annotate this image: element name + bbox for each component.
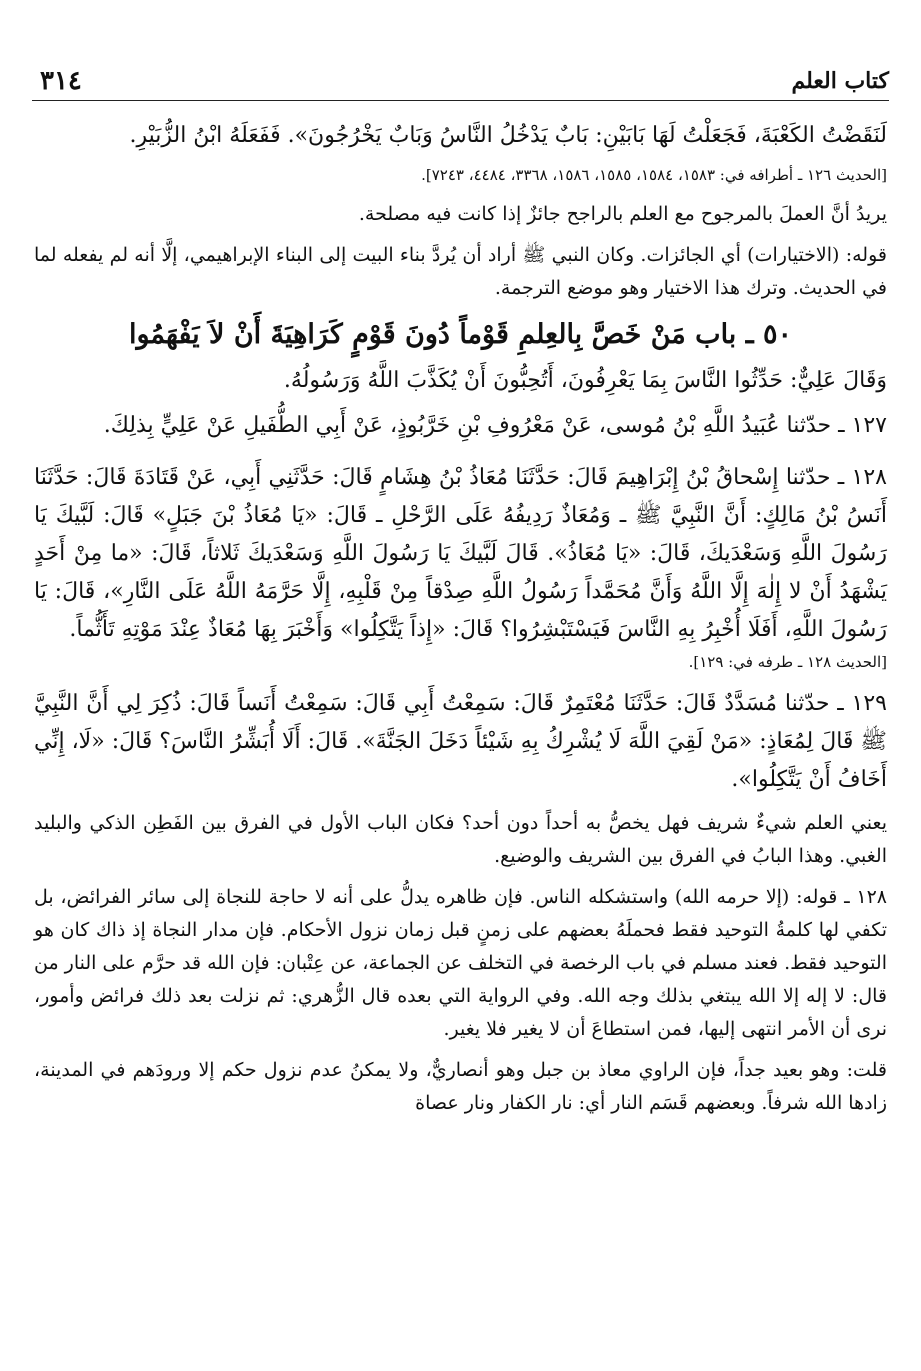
commentary-paragraph: يريدُ أنَّ العملَ بالمرجوح مع العلم بالراجح جائزٌ إذا كانت فيه مصلحة. xyxy=(358,203,887,225)
chapter-title: ٥٠ ـ باب مَنْ خَصَّ بِالعِلمِ قَوْماً دُونَ قَوْمٍ كَرَاهِيَةَ أَنْ لاَ يَفْهَمُوا xyxy=(128,319,793,350)
hadith-reference: [الحديث ١٢٨ ـ طرفه في: ١٢٩]. xyxy=(688,653,887,671)
page-header xyxy=(32,60,889,101)
ali-quote: وَقَالَ عَلِيٌّ: حَدِّثُوا النَّاسَ بِمَا يَعْرِفُونَ، أَتُحِبُّونَ أَنْ يُكَذَّبَ اللَّهُ وَرَسُولُهُ. xyxy=(283,368,887,393)
page-body xyxy=(34,118,887,1128)
commentary-paragraph: ١٢٨ ـ قوله: (إلا حرمه الله) واستشكله الناس. فإن ظاهره يدلُّ على أنه لا حاجة للنجاة إلى سائر الفرائض، بل تكفي لها كلمةُ التوحيد فقط فحملَهُ بعضهم على زمنٍ قبل زمان نزول الأحكام. فإن مدار النجاة إذ ذاك كان هو التوحيد فقط. فعند مسلم في باب الرخصة في التخلف عن الجماعة، عن عِتْبان: فإن الله قد حرَّم على النار من قال: لا إله إلا الله يبتغي بذلك وجه الله. وفي الرواية التي بعده قال الزُّهري: ثم نزلت بعد ذلك فرائض وأمور، نرى أن الأمر انتهى إليها، فمن استطاعَ أن لا يغير فلا يغير. xyxy=(34,886,887,1040)
commentary-paragraph: قوله: (الاختيارات) أي الجائزات. وكان النبي ﷺ أراد أن يُردَّ بناء البيت إلى البناء الإبراهيمي، إلَّا أنه لم يفعله لما في الحديث. وترك هذا الاختيار وهو موضع الترجمة. xyxy=(34,244,887,299)
commentary-paragraph: يعني العلم شيءٌ شريف فهل يخصُّ به أحداً دون أحد؟ فكان الباب الأول في الفرق بين الفَطِن الذكي والبليد الغبي. وهذا البابُ في الفرق بين الشريف والوضيع. xyxy=(34,812,887,867)
commentary-paragraph: قلت: وهو بعيد جداً، فإن الراوي معاذ بن جبل وهو أنصاريٌّ، ولا يمكنُ عدم نزول حكم إلا ورودَهم في المدينة، زادها الله شرفاً. وبعضهم قَسَم النار أي: نار الكفار ونار عصاة xyxy=(34,1059,887,1114)
hadith-127: ١٢٧ ـ حدّثنا عُبَيدُ اللَّهِ بْنُ مُوسى، عَنْ مَعْرُوفِ بْنِ خَرَّبُوذٍ، عَنْ أَبِي الطُّفَيلِ عَنْ عَلِيٍّ بِذلِكَ. xyxy=(103,413,887,438)
page-number: ٣١٤ xyxy=(40,66,82,96)
continued-hadith-text: لَنَقَضْتُ الكَعْبَةَ، فَجَعَلْتُ لَهَا بَابَيْنِ: بَابٌ يَدْخُلُ النَّاسُ وَبَابٌ يَخْرُجُونَ». فَفَعَلَهُ ابْنُ الزُّبَيْرِ. xyxy=(129,123,887,148)
book-title: كتاب العلم xyxy=(791,68,889,94)
hadith-128: ١٢٨ ـ حدّثنا إِسْحاقُ بْنُ إِبْرَاهِيمَ قَالَ: حَدَّثَنَا مُعَاذُ بْنُ هِشَامٍ قَالَ: حَدَّثَنِي أَبِي، عَنْ قَتَادَةَ قَالَ: حَدَّثَنَا أَنَسُ بْنُ مَالِكٍ: أَنَّ النَّبِيَّ ﷺ ـ وَمُعَاذٌ رَدِيفُهُ عَلَى الرَّحْلِ ـ قَالَ: «يَا مُعَاذُ بْنَ جَبَلٍ» قَالَ: لَبَّيكَ يَا رَسُولَ اللَّهِ وَسَعْدَيكَ، قَالَ: «يَا مُعَاذُ». قَالَ لَبَّيكَ يَا رَسُولَ اللَّهِ وَسَعْدَيكَ ثَلاثاً، قَالَ: «ما مِنْ أَحَدٍ يَشْهَدُ أَنْ لا إِلٰهَ إِلَّا اللَّهُ وَأَنَّ مُحَمَّداً رَسُولُ اللَّهِ صِدْقاً مِنْ قَلْبِهِ، إِلَّا حَرَّمَهُ اللَّهُ عَلَى النَّارِ»، قَالَ: يَا رَسُولَ اللَّهِ، أَفَلَا أُخْبِرُ بِهِ النَّاسَ فَيَسْتَبْشِرُوا؟ قَالَ: «إِذاً يَتَّكِلُوا» وَأَخْبَرَ بِهَا مُعَاذٌ عِنْدَ مَوْتِهِ تَأَثُّماً. xyxy=(34,465,887,642)
hadith-129: ١٢٩ ـ حدّثنا مُسَدَّدٌ قَالَ: حَدَّثَنَا مُعْتَمِرٌ قَالَ: سَمِعْتُ أَبِي قَالَ: سَمِعْتُ أَنَساً قَالَ: ذُكِرَ لِي أَنَّ النَّبِيَّ ﷺ قَالَ لِمُعَاذٍ: «مَنْ لَقِيَ اللَّهَ لَا يُشْرِكُ بِهِ شَيْئاً دَخَلَ الجَنَّةَ». قَالَ: أَلَا أُبَشِّرُ النَّاسَ؟ قَالَ: «لَا، إِنِّي أَخَافُ أَنْ يَتَّكِلُوا». xyxy=(34,691,887,792)
hadith-reference: [الحديث ١٢٦ ـ أطرافه في: ١٥٨٣، ١٥٨٤، ١٥٨٥، ١٥٨٦، ٣٣٦٨، ٤٤٨٤، ٧٢٤٣]. xyxy=(421,166,887,184)
